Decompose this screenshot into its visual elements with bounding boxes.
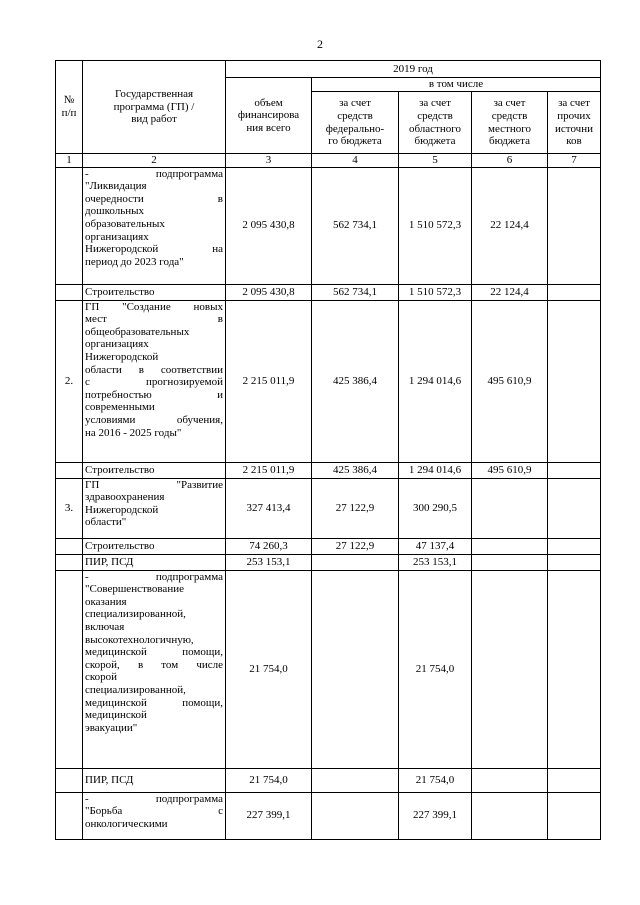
- column-number: 3: [226, 154, 312, 168]
- budget-table: [55, 60, 601, 840]
- local-amount: [472, 792, 548, 839]
- header-local-col: за счет средств местного бюджета: [472, 92, 548, 154]
- table-row: [56, 300, 601, 462]
- federal-amount: [312, 570, 399, 768]
- column-number: 6: [472, 154, 548, 168]
- federal-amount: [312, 768, 399, 792]
- total-amount: 21 754,0: [226, 768, 312, 792]
- local-amount: [472, 570, 548, 768]
- other-amount: [548, 300, 601, 462]
- table-row: [56, 570, 601, 768]
- column-number: 7: [548, 154, 601, 168]
- program-name: ГП "Развитие здравоохранения Нижегородской области": [83, 478, 226, 538]
- federal-amount: 562 734,1: [312, 284, 399, 300]
- other-amount: [548, 768, 601, 792]
- regional-amount: 1 294 014,6: [399, 462, 472, 478]
- table-row: [56, 768, 601, 792]
- row-number: 2.: [56, 300, 83, 462]
- row-number: [56, 570, 83, 768]
- federal-amount: 425 386,4: [312, 300, 399, 462]
- header-other-col: за счет прочих источни ков: [548, 92, 601, 154]
- column-number: 5: [399, 154, 472, 168]
- local-amount: [472, 538, 548, 554]
- local-amount: 495 610,9: [472, 300, 548, 462]
- federal-amount: [312, 792, 399, 839]
- local-amount: 495 610,9: [472, 462, 548, 478]
- total-amount: 21 754,0: [226, 570, 312, 768]
- row-number: 3.: [56, 478, 83, 538]
- table-row: [56, 792, 601, 839]
- regional-amount: 1 510 572,3: [399, 167, 472, 284]
- column-number: 1: [56, 154, 83, 168]
- total-amount: 327 413,4: [226, 478, 312, 538]
- other-amount: [548, 284, 601, 300]
- header-total-col: объем финансирова ния всего: [226, 78, 312, 154]
- table-row: [56, 462, 601, 478]
- header-federal-col: за счет средств федерально- го бюджета: [312, 92, 399, 154]
- row-number: [56, 462, 83, 478]
- table-row: [56, 554, 601, 570]
- page-number: 2: [317, 37, 323, 51]
- local-amount: 22 124,4: [472, 284, 548, 300]
- other-amount: [548, 792, 601, 839]
- program-name: Строительство: [83, 462, 226, 478]
- program-name: ПИР, ПСД: [83, 768, 226, 792]
- header-number-col: № п/п: [56, 61, 83, 154]
- total-amount: 2 095 430,8: [226, 284, 312, 300]
- other-amount: [548, 478, 601, 538]
- column-numbers-row: [56, 154, 601, 168]
- table-row: [56, 167, 601, 284]
- row-number: [56, 554, 83, 570]
- row-number: [56, 792, 83, 839]
- regional-amount: 1 294 014,6: [399, 300, 472, 462]
- header-regional-col: за счет средств областного бюджета: [399, 92, 472, 154]
- federal-amount: 562 734,1: [312, 167, 399, 284]
- column-number: 2: [83, 154, 226, 168]
- program-name: - подпрограмма "Борьба с онкологическими: [83, 792, 226, 839]
- program-name: - подпрограмма "Совершенствование оказания специализированной, включая высокотехнологичную, медицинской помощи, скорой, в том числе скорой специализированной, медицинской помощи, медицинской эвакуации": [83, 570, 226, 768]
- total-amount: 227 399,1: [226, 792, 312, 839]
- other-amount: [548, 167, 601, 284]
- total-amount: 74 260,3: [226, 538, 312, 554]
- total-amount: 2 215 011,9: [226, 300, 312, 462]
- total-amount: 2 095 430,8: [226, 167, 312, 284]
- regional-amount: 253 153,1: [399, 554, 472, 570]
- program-name: Строительство: [83, 538, 226, 554]
- program-name: ГП "Создание новых мест в общеобразовательных организациях Нижегородской области в соответствии с прогнозируемой потребностью и современными условиями обучения, на 2016 - 2025 годы": [83, 300, 226, 462]
- row-number: [56, 284, 83, 300]
- row-number: [56, 768, 83, 792]
- table-row: [56, 284, 601, 300]
- row-number: [56, 167, 83, 284]
- total-amount: 253 153,1: [226, 554, 312, 570]
- regional-amount: 21 754,0: [399, 570, 472, 768]
- header-program-col: Государственная программа (ГП) / вид работ: [83, 61, 226, 154]
- regional-amount: 300 290,5: [399, 478, 472, 538]
- total-amount: 2 215 011,9: [226, 462, 312, 478]
- local-amount: [472, 554, 548, 570]
- federal-amount: 425 386,4: [312, 462, 399, 478]
- table-row: [56, 538, 601, 554]
- local-amount: [472, 768, 548, 792]
- header-year: 2019 год: [226, 61, 601, 78]
- local-amount: 22 124,4: [472, 167, 548, 284]
- other-amount: [548, 538, 601, 554]
- row-number: [56, 538, 83, 554]
- other-amount: [548, 554, 601, 570]
- federal-amount: 27 122,9: [312, 478, 399, 538]
- regional-amount: 47 137,4: [399, 538, 472, 554]
- program-name: - подпрограмма "Ликвидация очередности в дошкольных образовательных организациях Нижегородской на период до 2023 года": [83, 167, 226, 284]
- regional-amount: 21 754,0: [399, 768, 472, 792]
- federal-amount: [312, 554, 399, 570]
- regional-amount: 1 510 572,3: [399, 284, 472, 300]
- header-including: в том числе: [312, 78, 601, 92]
- table-row: [56, 478, 601, 538]
- federal-amount: 27 122,9: [312, 538, 399, 554]
- other-amount: [548, 462, 601, 478]
- program-name: Строительство: [83, 284, 226, 300]
- program-name: ПИР, ПСД: [83, 554, 226, 570]
- other-amount: [548, 570, 601, 768]
- regional-amount: 227 399,1: [399, 792, 472, 839]
- column-number: 4: [312, 154, 399, 168]
- local-amount: [472, 478, 548, 538]
